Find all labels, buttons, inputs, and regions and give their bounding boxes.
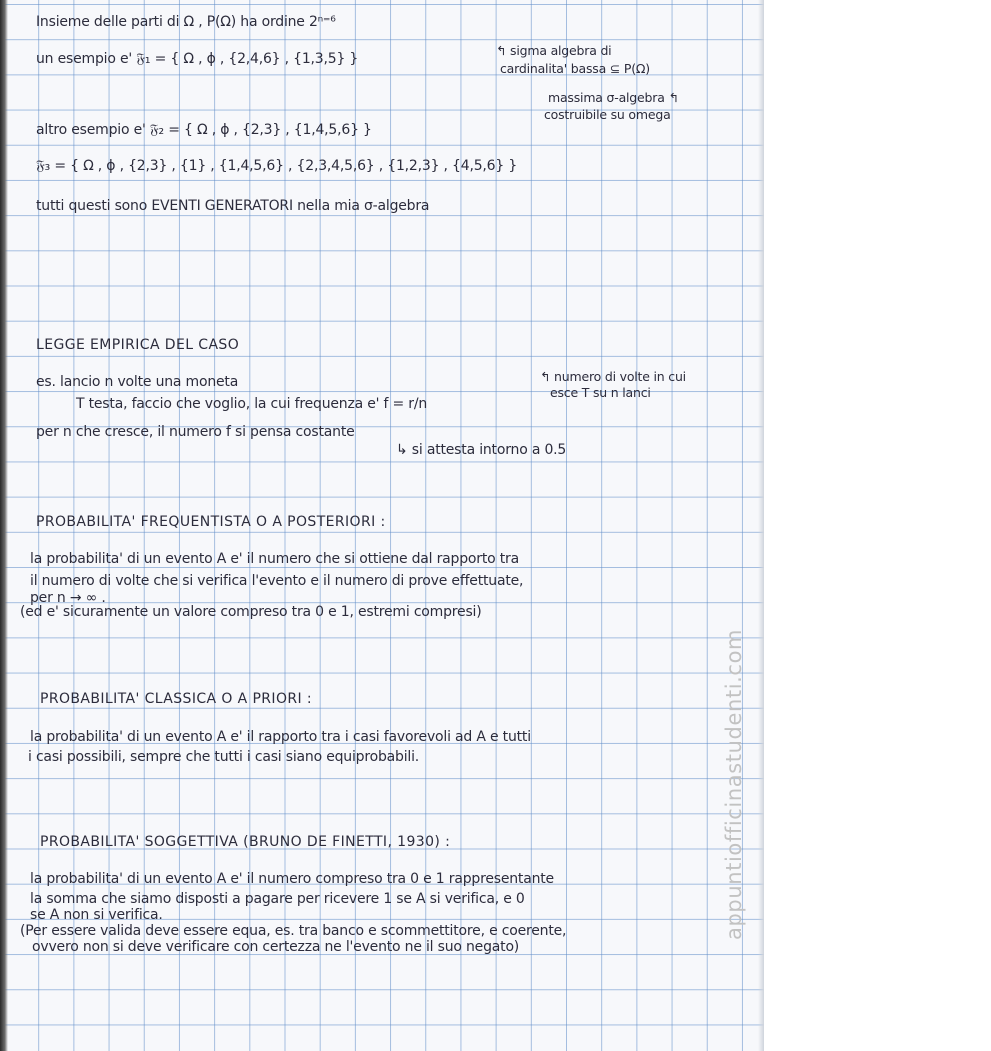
note-line: la somma che siamo disposti a pagare per ricevere 1 se A si verifica, e 0 [30, 891, 525, 907]
note-line: Insieme delle parti di Ω , P(Ω) ha ordine 2ⁿ⁼⁶ [36, 14, 336, 30]
note-line: per n → ∞ . [30, 590, 106, 606]
note-line: se A non si verifica. [30, 907, 163, 923]
section-heading: PROBABILITA' SOGGETTIVA (BRUNO DE FINETTI, 1930) : [40, 834, 451, 850]
note-line: (Per essere valida deve essere equa, es. tra banco e scommettitore, e coerente, [20, 923, 567, 939]
note-line: la probabilita' di un evento A e' il numero compreso tra 0 e 1 rappresentante [30, 871, 554, 887]
side-note: ↰ sigma algebra di [496, 43, 612, 58]
note-line: 𝔉₃ = { Ω , ϕ , {2,3} , {1} , {1,4,5,6} , {2,3,4,5,6} , {1,2,3} , {4,5,6} } [36, 158, 518, 174]
note-line: la probabilita' di un evento A e' il numero che si ottiene dal rapporto tra [30, 551, 519, 567]
side-note: esce T su n lanci [550, 385, 651, 400]
note-line: la probabilita' di un evento A e' il rapporto tra i casi favorevoli ad A e tutti [30, 729, 531, 745]
note-line: per n che cresce, il numero f si pensa costante [36, 424, 355, 440]
note-line: ↳ si attesta intorno a 0.5 [396, 442, 567, 458]
note-line: ovvero non si deve verificare con certezza ne l'evento ne il suo negato) [32, 939, 520, 955]
side-note: massima σ-algebra ↰ [548, 90, 679, 105]
note-line: es. lancio n volte una moneta [36, 374, 239, 390]
page-binding-edge [0, 0, 8, 1051]
section-heading: PROBABILITA' FREQUENTISTA O A POSTERIORI : [36, 514, 386, 530]
page-right-edge [758, 0, 764, 1051]
note-line: T testa, faccio che voglio, la cui frequenza e' f = r/n [76, 396, 428, 412]
section-heading: LEGGE EMPIRICA DEL CASO [36, 337, 240, 353]
note-line: i casi possibili, sempre che tutti i casi siano equiprobabili. [28, 749, 420, 765]
watermark-text: appuntiofficinastudenti.com [722, 628, 746, 940]
side-note: ↰ numero di volte in cui [540, 369, 686, 384]
section-heading: PROBABILITA' CLASSICA O A PRIORI : [40, 691, 312, 707]
note-line: un esempio e' 𝔉₁ = { Ω , ϕ , {2,4,6} , {1,3,5} } [36, 51, 359, 67]
side-note: cardinalita' bassa ⊆ P(Ω) [500, 61, 650, 76]
side-note: costruibile su omega [544, 107, 671, 122]
note-line: tutti questi sono EVENTI GENERATORI nella mia σ-algebra [36, 198, 430, 214]
note-line: (ed e' sicuramente un valore compreso tra 0 e 1, estremi compresi) [20, 604, 482, 620]
note-line: altro esempio e' 𝔉₂ = { Ω , ϕ , {2,3} , {1,4,5,6} } [36, 122, 372, 138]
note-line: il numero di volte che si verifica l'evento e il numero di prove effettuate, [30, 573, 524, 589]
